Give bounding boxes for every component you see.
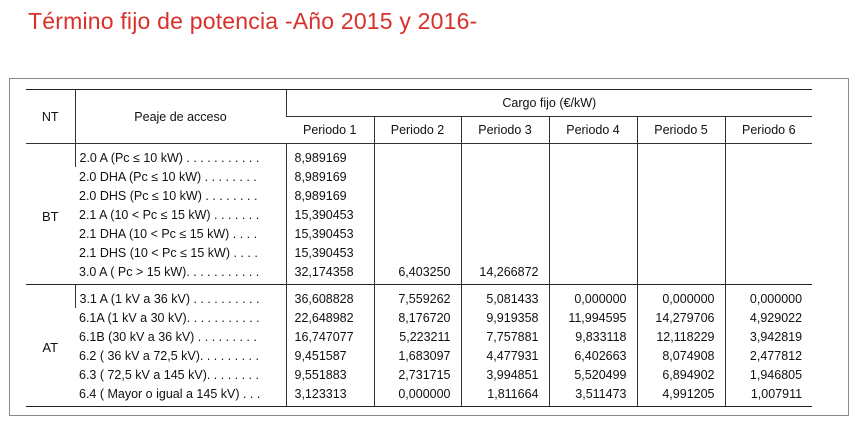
value-cell: 11,994595 <box>549 308 637 327</box>
value-cell: 1,811664 <box>461 384 549 407</box>
peaje-cell: 2.1 A (10 < Pc ≤ 15 kW) . . . . . . . <box>79 207 260 222</box>
value-cell: 9,919358 <box>461 308 549 327</box>
value-cell <box>461 144 549 168</box>
peaje-cell: 6.1A (1 kV a 30 kV). . . . . . . . . . . <box>79 310 260 325</box>
value-cell: 16,747077 <box>286 327 374 346</box>
value-cell <box>637 167 725 186</box>
value-cell <box>637 224 725 243</box>
value-cell: 1,946805 <box>725 365 812 384</box>
period-header: Periodo 5 <box>637 117 725 144</box>
table-row <box>26 308 812 327</box>
value-cell: 8,989169 <box>286 144 374 168</box>
value-cell <box>725 205 812 224</box>
value-cell: 4,929022 <box>725 308 812 327</box>
table-row <box>26 243 812 262</box>
value-cell: 7,559262 <box>374 285 461 309</box>
value-cell: 32,174358 <box>286 262 374 285</box>
value-cell <box>725 167 812 186</box>
value-cell <box>725 262 812 285</box>
value-cell: 0,000000 <box>374 384 461 407</box>
value-cell <box>374 243 461 262</box>
value-cell <box>549 243 637 262</box>
value-cell: 1,683097 <box>374 346 461 365</box>
value-cell: 15,390453 <box>286 224 374 243</box>
value-cell <box>725 224 812 243</box>
value-cell: 8,176720 <box>374 308 461 327</box>
value-cell: 3,942819 <box>725 327 812 346</box>
value-cell <box>549 167 637 186</box>
value-cell <box>549 224 637 243</box>
value-cell: 22,648982 <box>286 308 374 327</box>
value-cell <box>637 205 725 224</box>
table-row <box>26 285 812 309</box>
peaje-header: Peaje de acceso <box>75 90 286 144</box>
peaje-cell: 6.3 ( 72,5 kV a 145 kV). . . . . . . . <box>79 367 259 382</box>
value-cell <box>461 243 549 262</box>
table-row <box>26 144 812 168</box>
value-cell: 3,511473 <box>549 384 637 407</box>
value-cell <box>374 167 461 186</box>
value-cell: 12,118229 <box>637 327 725 346</box>
table-row <box>26 365 812 384</box>
table-row <box>26 384 812 407</box>
value-cell: 6,402663 <box>549 346 637 365</box>
table-row <box>26 346 812 365</box>
value-cell <box>637 243 725 262</box>
value-cell <box>461 224 549 243</box>
value-cell <box>725 243 812 262</box>
value-cell <box>637 262 725 285</box>
value-cell <box>549 186 637 205</box>
value-cell <box>461 186 549 205</box>
value-cell: 3,994851 <box>461 365 549 384</box>
value-cell <box>461 205 549 224</box>
period-header: Periodo 1 <box>286 117 374 144</box>
value-cell: 5,520499 <box>549 365 637 384</box>
group-at <box>26 285 812 407</box>
value-cell: 9,551883 <box>286 365 374 384</box>
peaje-cell: 2.1 DHA (10 < Pc ≤ 15 kW) . . . . <box>79 226 258 241</box>
table-row <box>26 224 812 243</box>
value-cell: 0,000000 <box>549 285 637 309</box>
peaje-cell: 6.4 ( Mayor o igual a 145 kV) . . . <box>79 386 261 401</box>
table-row <box>26 186 812 205</box>
value-cell: 9,833118 <box>549 327 637 346</box>
value-cell <box>549 144 637 168</box>
value-cell <box>725 144 812 168</box>
value-cell: 14,266872 <box>461 262 549 285</box>
value-cell: 15,390453 <box>286 205 374 224</box>
table-row <box>26 167 812 186</box>
value-cell <box>374 205 461 224</box>
value-cell: 7,757881 <box>461 327 549 346</box>
peaje-cell: 6.1B (30 kV a 36 kV) . . . . . . . . . <box>79 329 257 344</box>
value-cell: 6,894902 <box>637 365 725 384</box>
period-header: Periodo 4 <box>549 117 637 144</box>
value-cell: 0,000000 <box>637 285 725 309</box>
value-cell: 2,731715 <box>374 365 461 384</box>
value-cell: 8,989169 <box>286 167 374 186</box>
value-cell <box>549 205 637 224</box>
page-title: Término fijo de potencia -Año 2015 y 2016- <box>28 8 478 34</box>
value-cell: 5,081433 <box>461 285 549 309</box>
peaje-cell: 2.0 DHA (Pc ≤ 10 kW) . . . . . . . . <box>79 169 257 184</box>
peaje-cell: 2.0 DHS (Pc ≤ 10 kW) . . . . . . . . <box>79 188 258 203</box>
value-cell <box>637 186 725 205</box>
value-cell <box>461 167 549 186</box>
nt-header: NT <box>26 90 75 144</box>
value-cell <box>374 224 461 243</box>
period-header: Periodo 6 <box>725 117 812 144</box>
value-cell: 4,991205 <box>637 384 725 407</box>
value-cell: 5,223211 <box>374 327 461 346</box>
value-cell: 1,007911 <box>725 384 812 407</box>
value-cell: 2,477812 <box>725 346 812 365</box>
peaje-cell: 3.0 A ( Pc > 15 kW). . . . . . . . . . . <box>79 264 260 279</box>
period-header: Periodo 3 <box>461 117 549 144</box>
value-cell: 15,390453 <box>286 243 374 262</box>
period-header: Periodo 2 <box>374 117 461 144</box>
tariff-table <box>26 89 812 407</box>
peaje-cell: 3.1 A (1 kV a 36 kV) . . . . . . . . . . <box>75 285 286 309</box>
value-cell: 14,279706 <box>637 308 725 327</box>
nt-cell: AT <box>42 340 59 355</box>
nt-cell: BT <box>41 208 59 224</box>
peaje-cell: 2.1 DHS (10 < Pc ≤ 15 kW) . . . . <box>79 245 258 260</box>
value-cell: 3,123313 <box>286 384 374 407</box>
peaje-cell: 2.0 A (Pc ≤ 10 kW) . . . . . . . . . . . <box>75 144 286 168</box>
value-cell: 0,000000 <box>725 285 812 309</box>
peaje-cell: 6.2 ( 36 kV a 72,5 kV). . . . . . . . . <box>79 348 259 363</box>
value-cell <box>549 262 637 285</box>
value-cell: 9,451587 <box>286 346 374 365</box>
value-cell <box>374 144 461 168</box>
value-cell: 8,074908 <box>637 346 725 365</box>
value-cell <box>725 186 812 205</box>
value-cell <box>637 144 725 168</box>
cargo-header: Cargo fijo (€/kW) <box>286 90 812 117</box>
value-cell: 6,403250 <box>374 262 461 285</box>
value-cell: 4,477931 <box>461 346 549 365</box>
table-row <box>26 327 812 346</box>
value-cell: 8,989169 <box>286 186 374 205</box>
value-cell: 36,608828 <box>286 285 374 309</box>
table-row <box>26 262 812 285</box>
table-row <box>26 205 812 224</box>
value-cell <box>374 186 461 205</box>
group-bt <box>26 144 812 285</box>
